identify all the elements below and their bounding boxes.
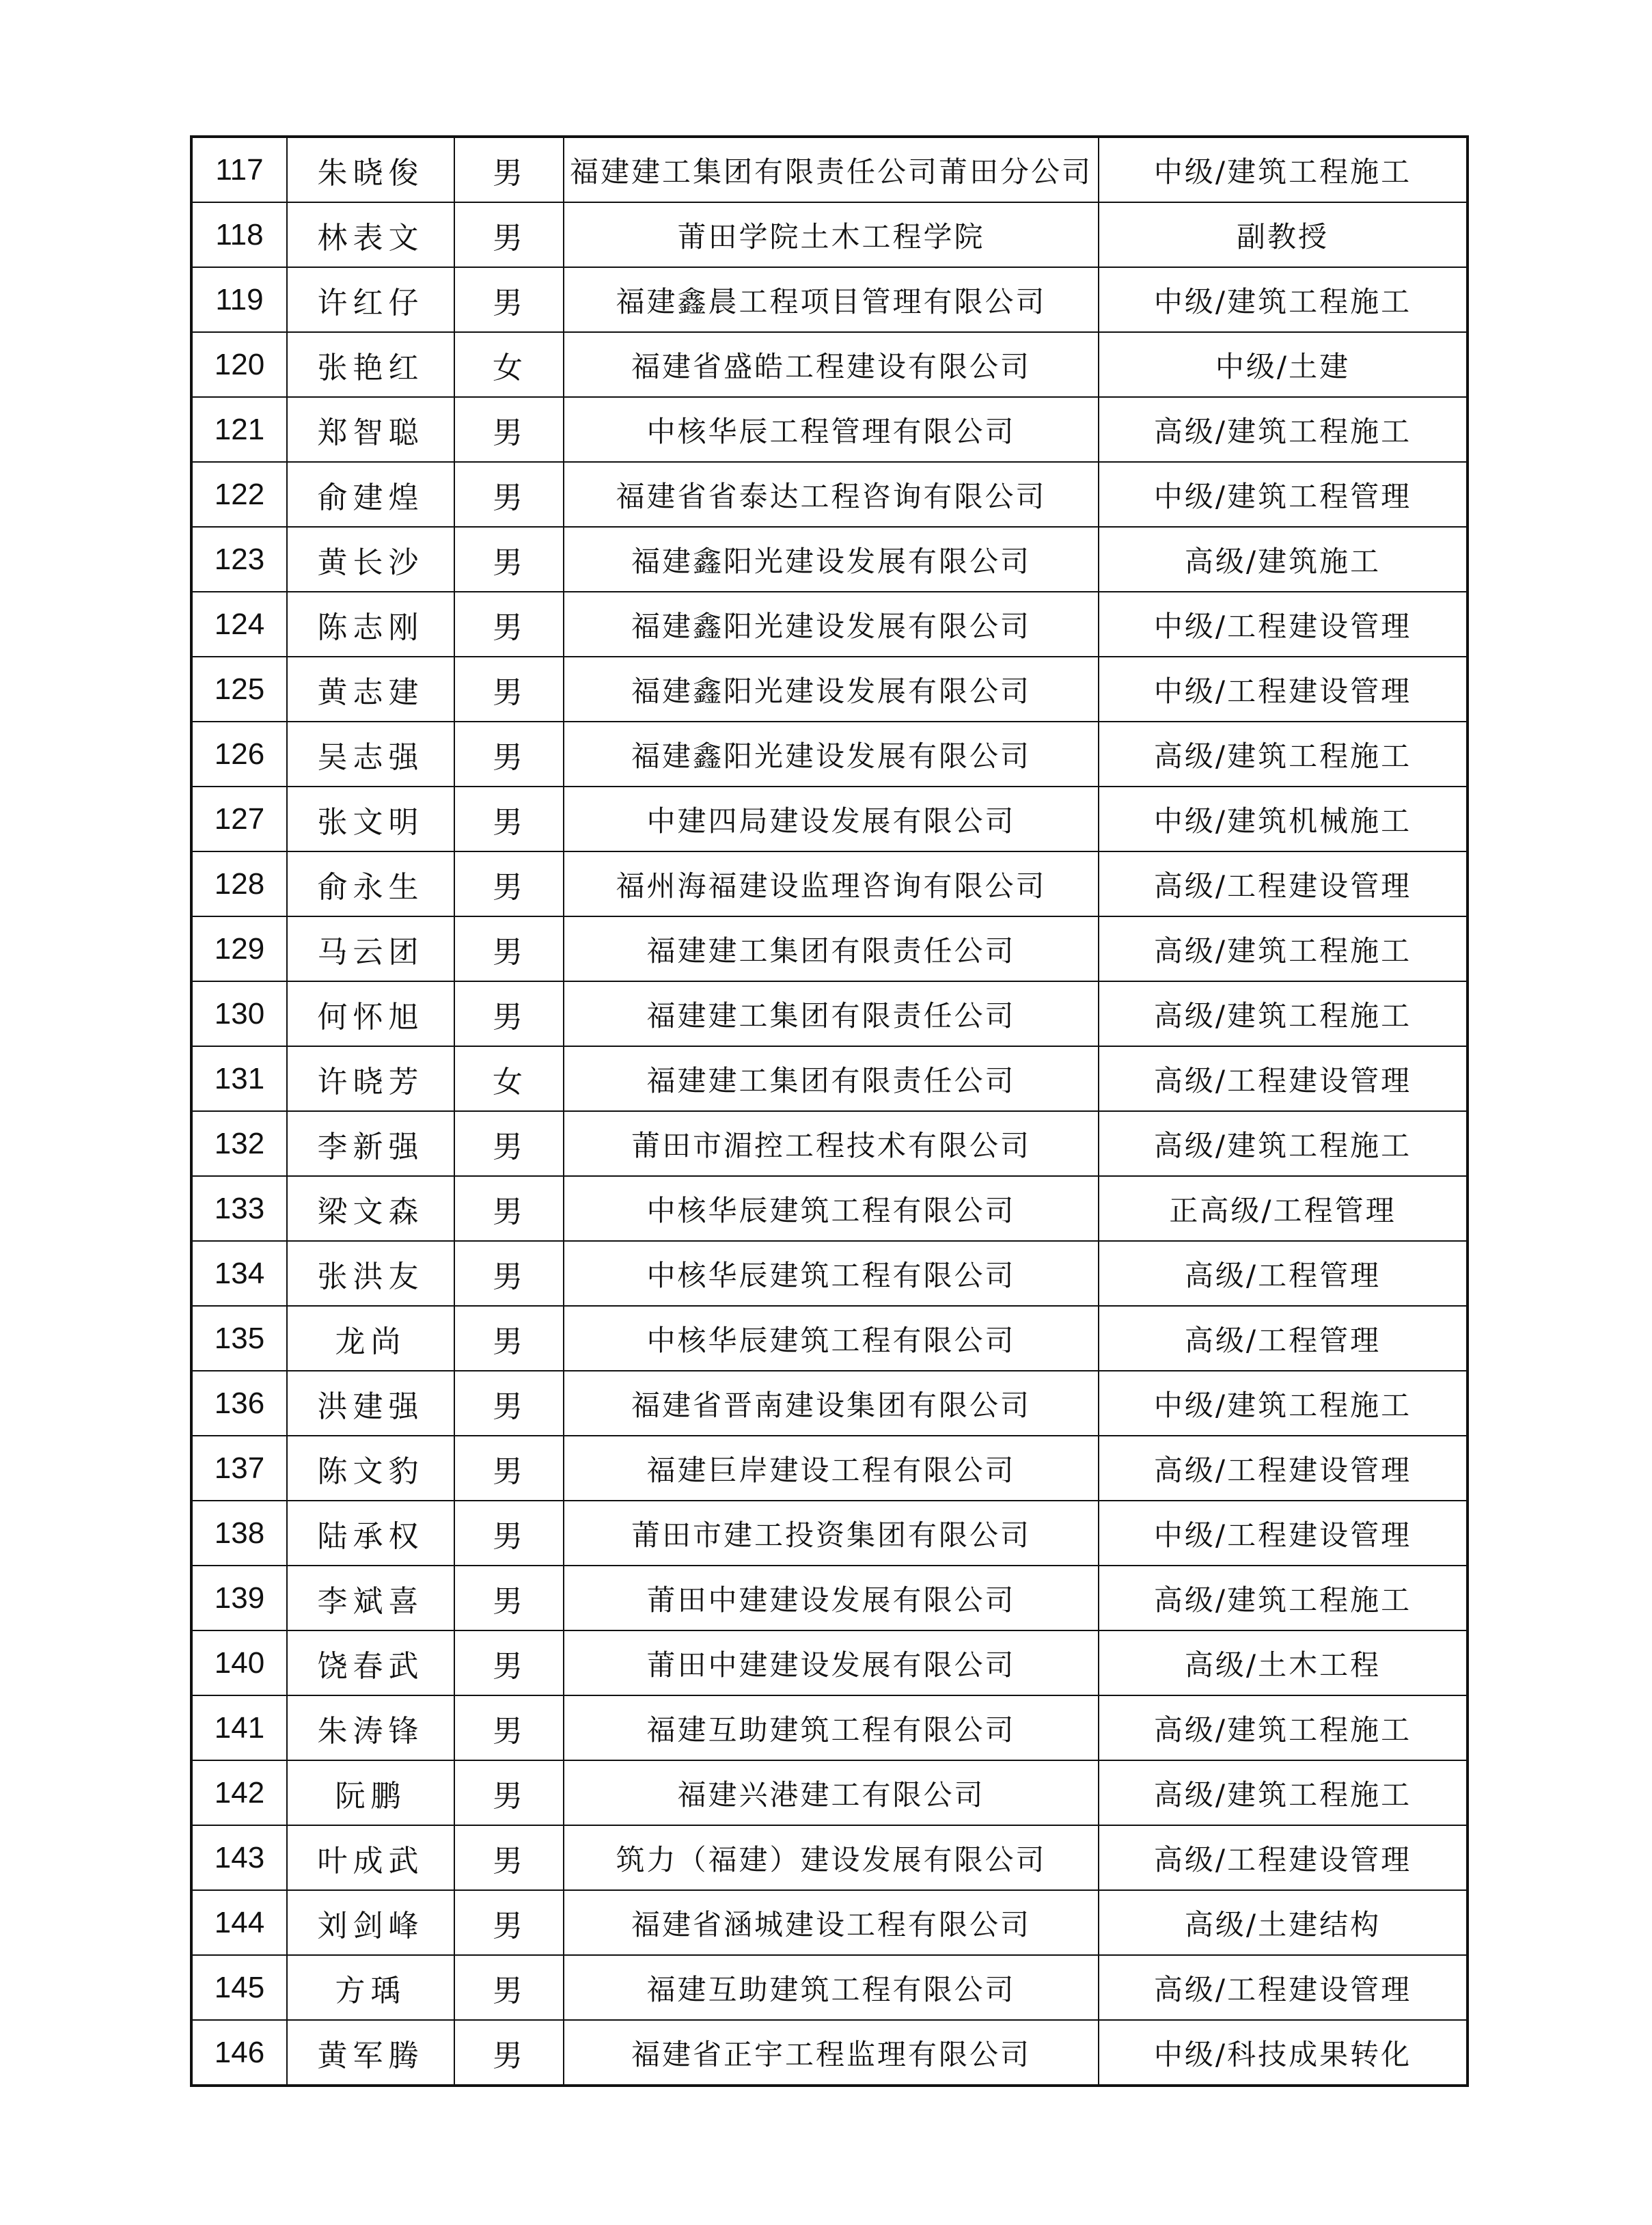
- professional-title: 高级/土木工程: [1099, 1630, 1468, 1695]
- table-row: [191, 1955, 1468, 2020]
- work-unit: 筑力（福建）建设发展有限公司: [564, 1825, 1099, 1890]
- person-name: 张文明: [287, 787, 454, 851]
- person-gender: 男: [454, 1955, 564, 2020]
- table-row: [191, 1241, 1468, 1306]
- row-number: 138: [191, 1501, 287, 1566]
- personnel-table: [190, 135, 1469, 2087]
- row-number: 128: [191, 851, 287, 916]
- person-name: 黄志建: [287, 657, 454, 722]
- table-row: [191, 1306, 1468, 1371]
- row-number: 137: [191, 1436, 287, 1501]
- work-unit: 中核华辰建筑工程有限公司: [564, 1176, 1099, 1241]
- professional-title: 中级/建筑工程管理: [1099, 462, 1468, 527]
- person-name: 李斌喜: [287, 1566, 454, 1630]
- table-row: [191, 916, 1468, 981]
- professional-title: 中级/工程建设管理: [1099, 657, 1468, 722]
- person-name: 陆承权: [287, 1501, 454, 1566]
- work-unit: 福建鑫阳光建设发展有限公司: [564, 527, 1099, 592]
- person-gender: 男: [454, 722, 564, 787]
- person-gender: 男: [454, 1760, 564, 1825]
- table-row: [191, 1760, 1468, 1825]
- table-row: [191, 1046, 1468, 1111]
- person-name: 俞永生: [287, 851, 454, 916]
- work-unit: 福建建工集团有限责任公司: [564, 1046, 1099, 1111]
- work-unit: 福建鑫晨工程项目管理有限公司: [564, 267, 1099, 332]
- person-gender: 男: [454, 462, 564, 527]
- professional-title: 高级/工程建设管理: [1099, 851, 1468, 916]
- work-unit: 福建互助建筑工程有限公司: [564, 1695, 1099, 1760]
- work-unit: 中核华辰建筑工程有限公司: [564, 1306, 1099, 1371]
- person-gender: 男: [454, 1371, 564, 1436]
- professional-title: 中级/科技成果转化: [1099, 2020, 1468, 2086]
- work-unit: 莆田市建工投资集团有限公司: [564, 1501, 1099, 1566]
- person-name: 方瑀: [287, 1955, 454, 2020]
- work-unit: 福建鑫阳光建设发展有限公司: [564, 592, 1099, 657]
- professional-title: 高级/建筑工程施工: [1099, 1566, 1468, 1630]
- person-name: 张洪友: [287, 1241, 454, 1306]
- person-gender: 女: [454, 332, 564, 397]
- work-unit: 福建省盛皓工程建设有限公司: [564, 332, 1099, 397]
- person-name: 朱涛锋: [287, 1695, 454, 1760]
- row-number: 123: [191, 527, 287, 592]
- professional-title: 高级/建筑工程施工: [1099, 722, 1468, 787]
- person-gender: 男: [454, 981, 564, 1046]
- professional-title: 高级/建筑工程施工: [1099, 981, 1468, 1046]
- work-unit: 福建省涵城建设工程有限公司: [564, 1890, 1099, 1955]
- table-row: [191, 527, 1468, 592]
- person-name: 郑智聪: [287, 397, 454, 462]
- table-row: [191, 1436, 1468, 1501]
- work-unit: 福建鑫阳光建设发展有限公司: [564, 657, 1099, 722]
- row-number: 121: [191, 397, 287, 462]
- table-row: [191, 397, 1468, 462]
- table-row: [191, 1176, 1468, 1241]
- person-gender: 男: [454, 1176, 564, 1241]
- row-number: 143: [191, 1825, 287, 1890]
- person-gender: 男: [454, 1695, 564, 1760]
- person-name: 阮鹏: [287, 1760, 454, 1825]
- person-gender: 男: [454, 527, 564, 592]
- person-gender: 男: [454, 916, 564, 981]
- person-name: 洪建强: [287, 1371, 454, 1436]
- row-number: 122: [191, 462, 287, 527]
- table-row: [191, 981, 1468, 1046]
- person-name: 黄军腾: [287, 2020, 454, 2086]
- row-number: 124: [191, 592, 287, 657]
- row-number: 133: [191, 1176, 287, 1241]
- person-name: 何怀旭: [287, 981, 454, 1046]
- row-number: 126: [191, 722, 287, 787]
- person-gender: 男: [454, 1241, 564, 1306]
- professional-title: 高级/建筑工程施工: [1099, 916, 1468, 981]
- professional-title: 中级/土建: [1099, 332, 1468, 397]
- row-number: 117: [191, 137, 287, 202]
- table-row: [191, 787, 1468, 851]
- person-gender: 男: [454, 202, 564, 267]
- person-gender: 男: [454, 787, 564, 851]
- table-row: [191, 1566, 1468, 1630]
- table-row: [191, 462, 1468, 527]
- person-name: 马云团: [287, 916, 454, 981]
- row-number: 139: [191, 1566, 287, 1630]
- person-name: 林表文: [287, 202, 454, 267]
- row-number: 118: [191, 202, 287, 267]
- professional-title: 高级/建筑施工: [1099, 527, 1468, 592]
- professional-title: 高级/工程管理: [1099, 1241, 1468, 1306]
- table-row: [191, 202, 1468, 267]
- work-unit: 福建巨岸建设工程有限公司: [564, 1436, 1099, 1501]
- professional-title: 高级/工程建设管理: [1099, 1436, 1468, 1501]
- work-unit: 福建省正宇工程监理有限公司: [564, 2020, 1099, 2086]
- work-unit: 福建互助建筑工程有限公司: [564, 1955, 1099, 2020]
- person-name: 饶春武: [287, 1630, 454, 1695]
- person-name: 刘剑峰: [287, 1890, 454, 1955]
- table-row: [191, 1825, 1468, 1890]
- person-name: 李新强: [287, 1111, 454, 1176]
- professional-title: 高级/工程建设管理: [1099, 1825, 1468, 1890]
- professional-title: 中级/工程建设管理: [1099, 592, 1468, 657]
- work-unit: 福建建工集团有限责任公司: [564, 981, 1099, 1046]
- person-gender: 男: [454, 2020, 564, 2086]
- person-gender: 男: [454, 1630, 564, 1695]
- person-gender: 男: [454, 1890, 564, 1955]
- person-gender: 男: [454, 851, 564, 916]
- table-row: [191, 332, 1468, 397]
- row-number: 134: [191, 1241, 287, 1306]
- table-row: [191, 592, 1468, 657]
- work-unit: 莆田市湄控工程技术有限公司: [564, 1111, 1099, 1176]
- row-number: 145: [191, 1955, 287, 2020]
- row-number: 129: [191, 916, 287, 981]
- work-unit: 福建省晋南建设集团有限公司: [564, 1371, 1099, 1436]
- professional-title: 高级/建筑工程施工: [1099, 1695, 1468, 1760]
- table-row: [191, 1111, 1468, 1176]
- professional-title: 高级/工程建设管理: [1099, 1955, 1468, 2020]
- table-row: [191, 657, 1468, 722]
- professional-title: 副教授: [1099, 202, 1468, 267]
- person-name: 陈文豹: [287, 1436, 454, 1501]
- work-unit: 福建省省泰达工程咨询有限公司: [564, 462, 1099, 527]
- person-name: 吴志强: [287, 722, 454, 787]
- personnel-table-body: [191, 137, 1468, 2086]
- professional-title: 高级/土建结构: [1099, 1890, 1468, 1955]
- work-unit: 福建建工集团有限责任公司莆田分公司: [564, 137, 1099, 202]
- work-unit: 莆田中建建设发展有限公司: [564, 1566, 1099, 1630]
- person-name: 俞建煌: [287, 462, 454, 527]
- work-unit: 福建建工集团有限责任公司: [564, 916, 1099, 981]
- person-name: 张艳红: [287, 332, 454, 397]
- table-row: [191, 1890, 1468, 1955]
- row-number: 131: [191, 1046, 287, 1111]
- row-number: 141: [191, 1695, 287, 1760]
- work-unit: 中建四局建设发展有限公司: [564, 787, 1099, 851]
- person-name: 梁文森: [287, 1176, 454, 1241]
- person-name: 叶成武: [287, 1825, 454, 1890]
- person-gender: 男: [454, 1825, 564, 1890]
- row-number: 125: [191, 657, 287, 722]
- person-gender: 男: [454, 397, 564, 462]
- row-number: 136: [191, 1371, 287, 1436]
- person-gender: 男: [454, 1501, 564, 1566]
- table-row: [191, 1695, 1468, 1760]
- person-gender: 男: [454, 1566, 564, 1630]
- table-row: [191, 1501, 1468, 1566]
- person-gender: 男: [454, 592, 564, 657]
- work-unit: 中核华辰工程管理有限公司: [564, 397, 1099, 462]
- work-unit: 福建鑫阳光建设发展有限公司: [564, 722, 1099, 787]
- row-number: 144: [191, 1890, 287, 1955]
- table-row: [191, 851, 1468, 916]
- work-unit: 福州海福建设监理咨询有限公司: [564, 851, 1099, 916]
- work-unit: 福建兴港建工有限公司: [564, 1760, 1099, 1825]
- row-number: 119: [191, 267, 287, 332]
- professional-title: 中级/建筑工程施工: [1099, 137, 1468, 202]
- person-name: 陈志刚: [287, 592, 454, 657]
- person-gender: 男: [454, 1111, 564, 1176]
- table-row: [191, 137, 1468, 202]
- professional-title: 中级/建筑工程施工: [1099, 1371, 1468, 1436]
- person-gender: 男: [454, 267, 564, 332]
- professional-title: 中级/建筑工程施工: [1099, 267, 1468, 332]
- work-unit: 莆田学院土木工程学院: [564, 202, 1099, 267]
- person-gender: 男: [454, 657, 564, 722]
- professional-title: 正高级/工程管理: [1099, 1176, 1468, 1241]
- table-row: [191, 1371, 1468, 1436]
- row-number: 127: [191, 787, 287, 851]
- professional-title: 中级/工程建设管理: [1099, 1501, 1468, 1566]
- person-gender: 男: [454, 1436, 564, 1501]
- row-number: 130: [191, 981, 287, 1046]
- professional-title: 中级/建筑机械施工: [1099, 787, 1468, 851]
- person-name: 朱晓俊: [287, 137, 454, 202]
- professional-title: 高级/工程管理: [1099, 1306, 1468, 1371]
- row-number: 132: [191, 1111, 287, 1176]
- person-name: 龙尚: [287, 1306, 454, 1371]
- professional-title: 高级/建筑工程施工: [1099, 397, 1468, 462]
- table-row: [191, 1630, 1468, 1695]
- row-number: 140: [191, 1630, 287, 1695]
- person-gender: 男: [454, 1306, 564, 1371]
- work-unit: 中核华辰建筑工程有限公司: [564, 1241, 1099, 1306]
- table-row: [191, 722, 1468, 787]
- person-name: 许红仔: [287, 267, 454, 332]
- person-gender: 男: [454, 137, 564, 202]
- table-row: [191, 267, 1468, 332]
- professional-title: 高级/工程建设管理: [1099, 1046, 1468, 1111]
- work-unit: 莆田中建建设发展有限公司: [564, 1630, 1099, 1695]
- person-gender: 女: [454, 1046, 564, 1111]
- table-row: [191, 2020, 1468, 2086]
- row-number: 135: [191, 1306, 287, 1371]
- row-number: 120: [191, 332, 287, 397]
- person-name: 许晓芳: [287, 1046, 454, 1111]
- row-number: 142: [191, 1760, 287, 1825]
- professional-title: 高级/建筑工程施工: [1099, 1111, 1468, 1176]
- person-name: 黄长沙: [287, 527, 454, 592]
- row-number: 146: [191, 2020, 287, 2086]
- professional-title: 高级/建筑工程施工: [1099, 1760, 1468, 1825]
